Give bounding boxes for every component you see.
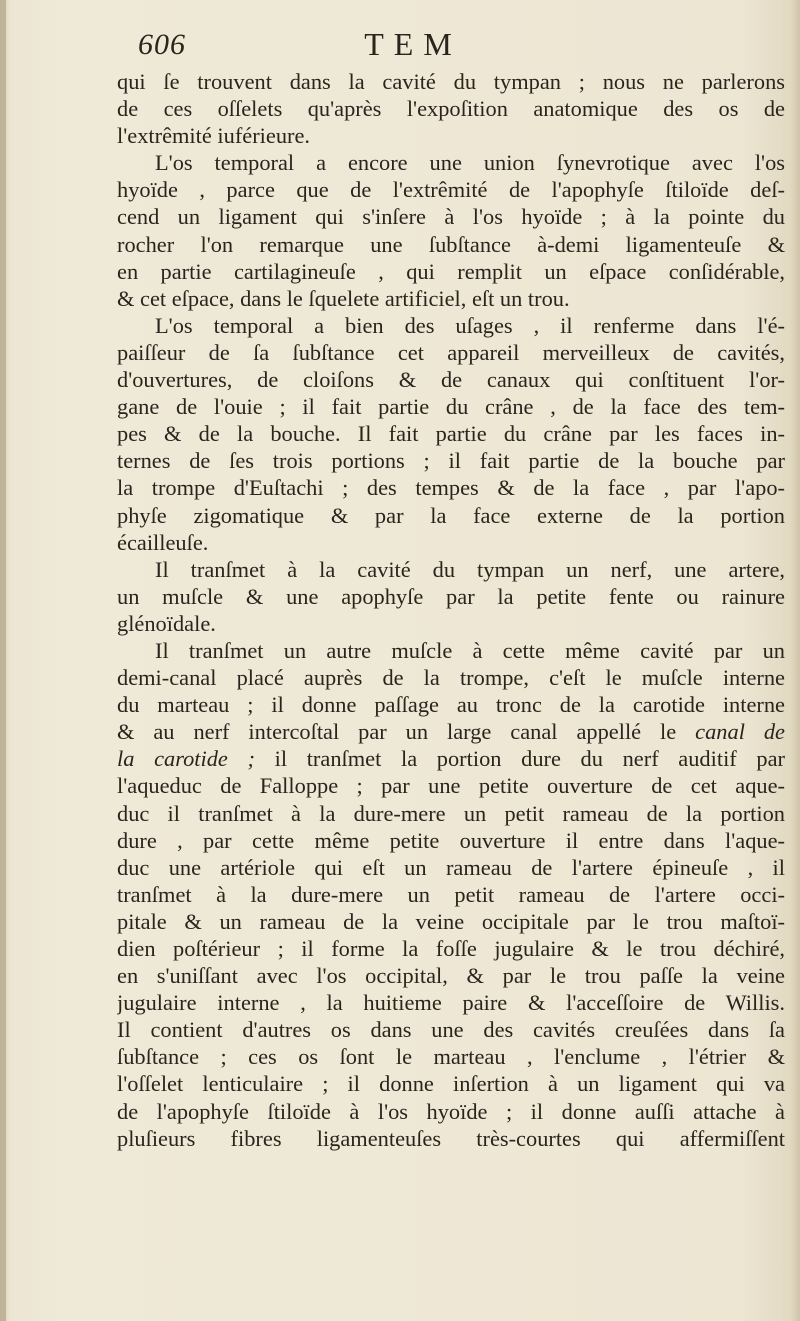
text-line <box>117 935 785 962</box>
line-text: gane de l'ouie ; il fait partie du crâne , de la face des tem- <box>117 394 785 420</box>
text-line <box>117 285 785 312</box>
line-text: duc une artériole qui eſt un rameau de l'artere épineuſe , il <box>117 854 785 880</box>
text-line <box>117 420 785 447</box>
text-line <box>117 637 785 664</box>
line-text: dure , par cette même petite ouverture il entre dans l'aque- <box>117 827 785 853</box>
line-text: l'oſſelet lenticulaire ; il donne inſertion à un ligament qui va <box>117 1071 785 1097</box>
line-text: L'os temporal a encore une union ſynevrotique avec l'os <box>155 150 785 176</box>
line-text: de ces oſſelets qu'après l'expoſition anatomique des os de <box>117 96 785 122</box>
line-text: pluſieurs fibres ligamenteuſes très-courtes qui affermiſſent <box>117 1125 785 1151</box>
text-line <box>117 881 785 908</box>
line-text: un muſcle & une apophyſe par la petite fente ou rainure <box>117 583 785 609</box>
text-line <box>117 962 785 989</box>
text-body <box>117 68 785 1152</box>
line-text: glénoïdale. <box>117 610 216 636</box>
text-line <box>117 122 785 149</box>
line-text: ternes de ſes trois portions ; il fait partie de la bouche par <box>117 448 785 474</box>
line-text-after: il tranſmet la portion dure du nerf auditif par <box>254 746 785 772</box>
line-text: cend un ligament qui s'inſere à l'os hyoïde ; à la pointe du <box>117 204 785 230</box>
text-line <box>117 610 785 637</box>
line-text: & au nerf intercoſtal par un large canal appellé le <box>117 719 696 745</box>
page-number: 606 <box>138 28 186 61</box>
text-line <box>117 529 785 556</box>
running-title: TEM <box>364 26 462 62</box>
line-text: écailleuſe. <box>117 529 209 555</box>
text-line <box>117 68 785 95</box>
text-line <box>117 1070 785 1097</box>
line-text: demi-canal placé auprès de la trompe, c'eſt le muſcle interne <box>117 665 785 691</box>
page-header <box>118 22 678 62</box>
text-line <box>117 339 785 366</box>
text-line <box>117 1043 785 1070</box>
line-text: pitale & un rameau de la veine occipitale par le trou maſtoï- <box>117 908 785 934</box>
line-text: L'os temporal a bien des uſages , il renferme dans l'é- <box>155 312 785 338</box>
text-line <box>117 258 785 285</box>
text-line <box>117 1125 785 1152</box>
line-text: la trompe d'Euſtachi ; des tempes & de la face , par l'apo- <box>117 475 785 501</box>
line-text: duc il tranſmet à la dure-mere un petit rameau de la portion <box>117 800 785 826</box>
text-line <box>117 149 785 176</box>
text-line <box>117 1016 785 1043</box>
text-line <box>117 691 785 718</box>
text-line <box>117 800 785 827</box>
text-line <box>117 718 785 745</box>
text-line <box>117 176 785 203</box>
text-line <box>117 393 785 420</box>
line-text: en partie cartilagineuſe , qui remplit un eſpace conſidérable, <box>117 258 785 284</box>
line-text: de l'apophyſe ſtiloïde à l'os hyoïde ; il donne auſſi attache à <box>117 1098 785 1124</box>
text-line <box>117 447 785 474</box>
text-line <box>117 908 785 935</box>
text-line <box>117 312 785 339</box>
line-text: l'extrêmité iuférieure. <box>117 123 311 149</box>
text-line <box>117 583 785 610</box>
line-text: Il tranſmet un autre muſcle à cette même cavité par un <box>155 637 785 663</box>
italic-term: canal de <box>695 719 785 745</box>
line-text: l'aqueduc de Falloppe ; par une petite ouverture de cet aque- <box>117 773 785 799</box>
text-line <box>117 854 785 881</box>
italic-term: la carotide ; <box>117 746 255 772</box>
text-line <box>117 772 785 799</box>
line-text: pes & de la bouche. Il fait partie du crâne par les faces in- <box>117 421 785 447</box>
line-text: hyoïde , parce que de l'extrêmité de l'apophyſe ſtiloïde deſ- <box>117 177 785 203</box>
line-text: d'ouvertures, de cloiſons & de canaux qui conſtituent l'or- <box>117 367 785 393</box>
line-text: Il tranſmet à la cavité du tympan un nerf, une artere, <box>155 556 785 582</box>
line-text: rocher l'on remarque une ſubſtance à-demi ligamenteuſe & <box>117 231 785 257</box>
line-text: tranſmet à la dure-mere un petit rameau de l'artere occi- <box>117 881 785 907</box>
line-text: & cet eſpace, dans le ſquelete artificiel, eſt un trou. <box>117 285 570 311</box>
book-spine-shadow <box>0 0 6 1321</box>
line-text: du marteau ; il donne paſſage au tronc de la carotide interne <box>117 692 785 718</box>
text-line <box>117 989 785 1016</box>
text-line <box>117 231 785 258</box>
text-line <box>117 1098 785 1125</box>
line-text: phyſe zigomatique & par la face externe de la portion <box>117 502 785 528</box>
text-line <box>117 556 785 583</box>
line-text: Il contient d'autres os dans une des cavités creuſées dans ſa <box>117 1017 785 1043</box>
text-line <box>117 827 785 854</box>
text-line <box>117 502 785 529</box>
text-line <box>117 95 785 122</box>
text-line <box>117 745 785 772</box>
line-text: qui ſe trouvent dans la cavité du tympan ; nous ne parlerons <box>117 69 785 94</box>
line-text: jugulaire interne , la huitieme paire & l'acceſſoire de Willis. <box>117 990 785 1016</box>
text-line <box>117 664 785 691</box>
line-text: ſubſtance ; ces os ſont le marteau , l'enclume , l'étrier & <box>117 1044 785 1070</box>
text-line <box>117 366 785 393</box>
text-line <box>117 474 785 501</box>
text-line <box>117 203 785 230</box>
line-text: paiſſeur de ſa ſubſtance cet appareil merveilleux de cavités, <box>117 339 785 365</box>
line-text: dien poſtérieur ; il forme la foſſe jugulaire & le trou déchiré, <box>117 936 785 961</box>
line-text: en s'uniſſant avec l'os occipital, & par le trou paſſe la veine <box>117 963 785 989</box>
